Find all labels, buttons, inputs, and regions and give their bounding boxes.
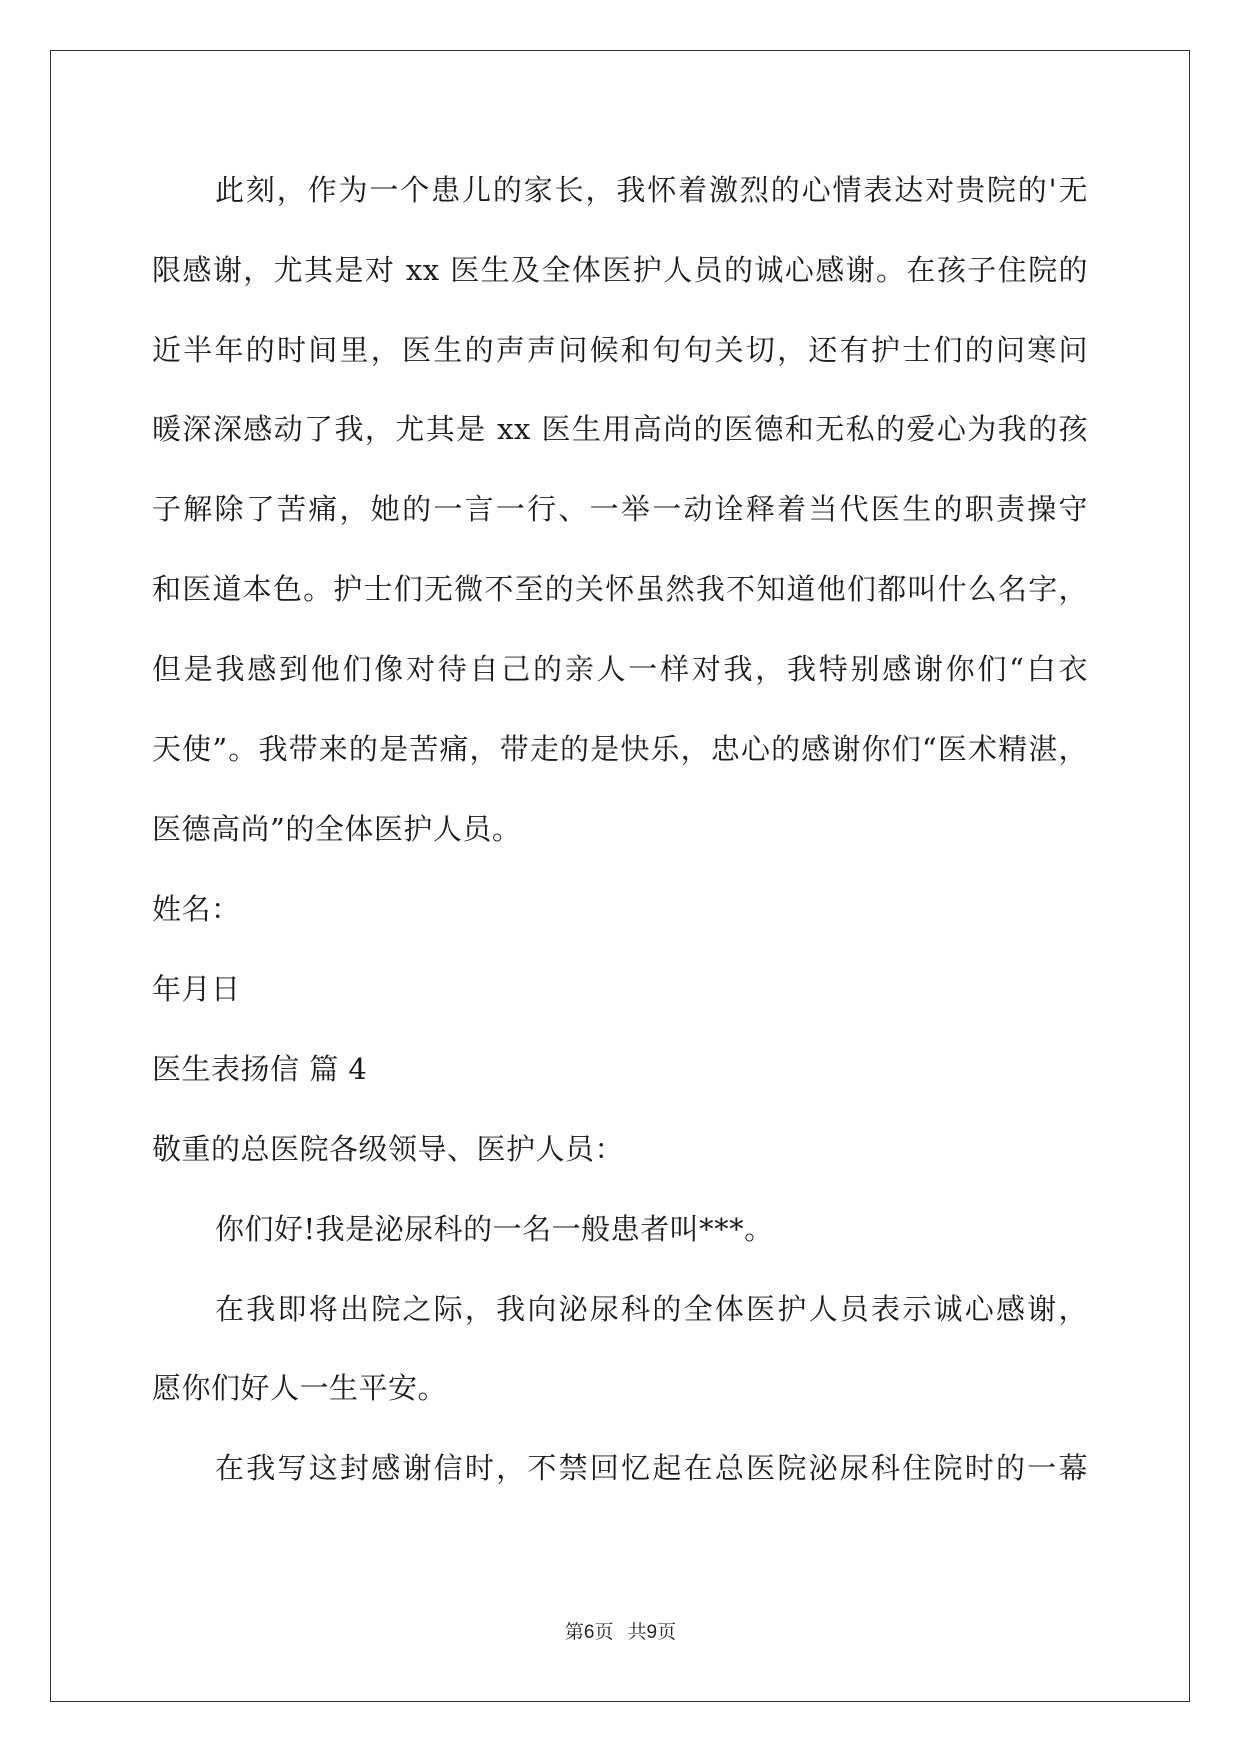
paragraph-line: 在我即将出院之际，我向泌尿科的全体医护人员表示诚心感谢， xyxy=(215,1292,1088,1326)
paragraph-line: 天使”。我带来的是苦痛，带走的是快乐，忠心的感谢你们“医术精湛， xyxy=(152,732,1088,766)
total-pages-suffix: 页 xyxy=(657,1621,677,1643)
signature-date-label: 年月日 xyxy=(152,972,241,1006)
paragraph-line: 限感谢，尤其是对 xx 医生及全体医护人员的诚心感谢。在孩子住院的 xyxy=(152,253,1088,287)
paragraph-line: 此刻，作为一个患儿的家长，我怀着激烈的心情表达对贵院的'无 xyxy=(215,173,1088,207)
paragraph-line: 在我写这封感谢信时，不禁回忆起在总医院泌尿科住院时的一幕 xyxy=(215,1451,1088,1485)
total-pages-prefix: 共 xyxy=(627,1621,647,1643)
paragraph-line: 你们好!我是泌尿科的一名一般患者叫***。 xyxy=(215,1212,774,1246)
page-footer xyxy=(0,1620,1241,1645)
signature-name-label: 姓名： xyxy=(152,892,241,926)
paragraph-line: 暖深深感动了我，尤其是 xx 医生用高尚的医德和无私的爱心为我的孩 xyxy=(152,412,1088,446)
section-heading: 医生表扬信 篇 4 xyxy=(152,1052,368,1086)
page-number-prefix: 第 xyxy=(564,1621,584,1643)
current-page-number: 6 xyxy=(583,1622,595,1643)
total-pages-number: 9 xyxy=(646,1622,658,1643)
paragraph-line: 愿你们好人一生平安。 xyxy=(152,1371,448,1405)
paragraph-line: 但是我感到他们像对待自己的亲人一样对我，我特别感谢你们“白衣 xyxy=(152,652,1088,686)
letter-salutation: 敬重的总医院各级领导、医护人员： xyxy=(152,1132,625,1166)
paragraph-line: 子解除了苦痛，她的一言一行、一举一动诠释着当代医生的职责操守 xyxy=(152,492,1088,526)
paragraph-line: 和医道本色。护士们无微不至的关怀虽然我不知道他们都叫什么名字， xyxy=(152,572,1088,606)
page-number-suffix: 页 xyxy=(594,1621,614,1643)
paragraph-line: 近半年的时间里，医生的声声问候和句句关切，还有护士们的问寒问 xyxy=(152,333,1088,367)
paragraph-line: 医德高尚”的全体医护人员。 xyxy=(152,812,522,846)
